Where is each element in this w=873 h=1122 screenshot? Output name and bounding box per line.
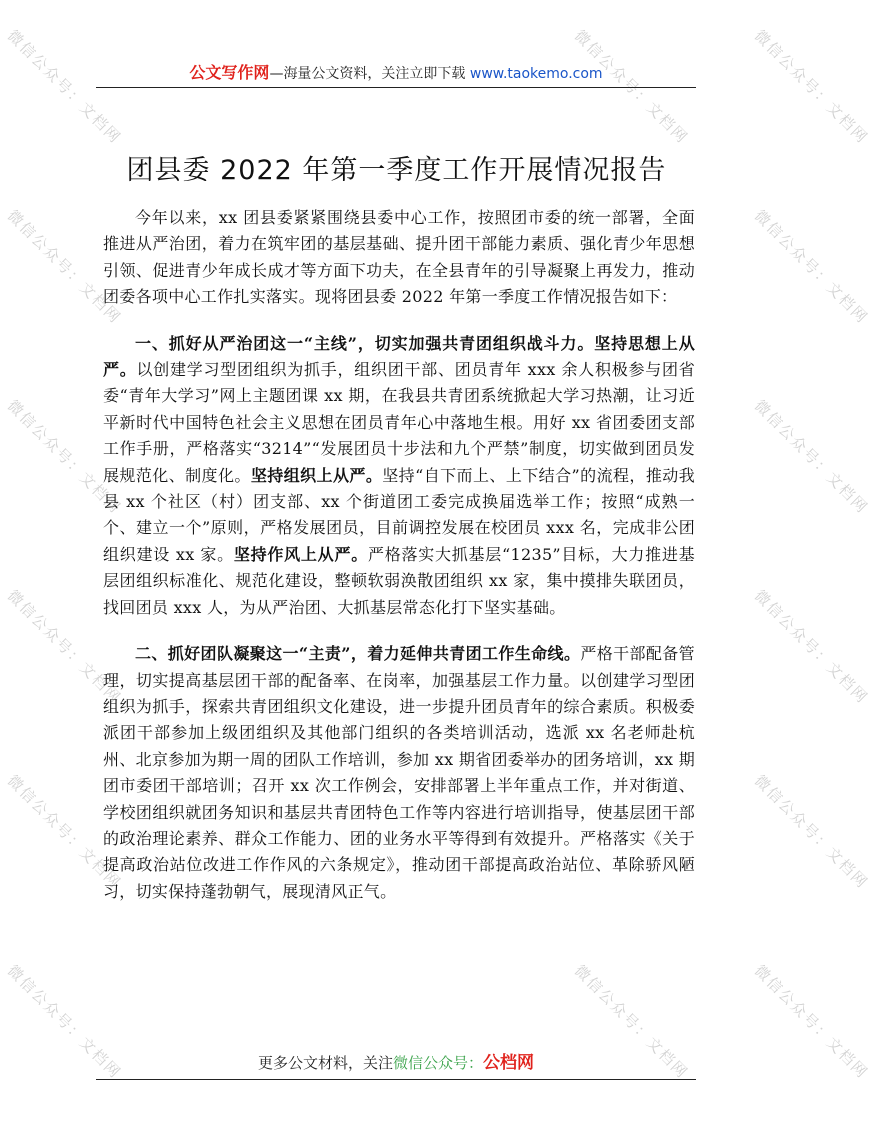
watermark: 微信公众号：文档网 <box>3 771 125 893</box>
section1-subheading-style: 坚持作风上从严。 <box>233 544 368 564</box>
watermark: 微信公众号：文档网 <box>3 396 125 518</box>
section1-paragraph <box>103 331 695 621</box>
watermark: 微信公众号：文档网 <box>750 206 872 328</box>
watermark: 微信公众号：文档网 <box>750 771 872 893</box>
header-slogan: —海量公文资料，关注立即下载 <box>269 66 470 82</box>
watermark: 微信公众号：文档网 <box>570 961 692 1083</box>
watermark: 微信公众号：文档网 <box>3 26 125 148</box>
watermark: 微信公众号：文档网 <box>570 26 692 148</box>
watermark: 微信公众号：文档网 <box>750 961 872 1083</box>
section1-text3: 严格落实大抓基层“1235”目标，大力推进基层团组织标准化、规范化建设，整顿软弱涣散团组织 xx 家，集中摸排失联团员，找回团员 xxx 人，为从严治团、大抓基层常态化打下坚实基础。 <box>103 544 695 617</box>
footer-brand: 公档网 <box>483 1053 535 1073</box>
document-title: 团县委 2022 年第一季度工作开展情况报告 <box>126 155 667 186</box>
watermark: 微信公众号：文档网 <box>3 206 125 328</box>
intro-paragraph: 今年以来，xx 团县委紧紧围绕县委中心工作，按照团市委的统一部署，全面推进从严治团，着力在筑牢团的基层基础、提升团干部能力素质、强化青少年思想引领、促进青少年成长成才等方面下功夫，在全县青年的引导凝聚上再发力，推动团委各项中心工作扎实落实。现将团县委 2022 年第一季度工作情况报告如下： <box>103 208 695 307</box>
section2-heading: 二、抓好团队凝聚这一“主责”，着力延伸共青团工作生命线。 <box>135 644 581 664</box>
section1-text2: 坚持“自下而上、上下结合”的流程，推动我县 xx 个社区（村）团支部、xx 个街道团工委完成换届选举工作；按照“成熟一个、建立一个”原则，严格发展团员，目前调控发展在校团员 xxx 名，完成非公团组织建设 xx 家。 <box>103 465 695 564</box>
watermark: 微信公众号：文档网 <box>750 26 872 148</box>
section1-text1: 以创建学习型团组织为抓手，组织团干部、团员青年 xxx 余人积极参与团省委“青年大学习”网上主题团课 xx 期，在我县共青团系统掀起大学习热潮，让习近平新时代中国特色社会主义思想在团员青年心中落地生根。用好 xx 省团委团支部工作手册，严格落实“3214”“发展团员十步法和九个严禁”制度，切实做到团员发展规范化、制度化。 <box>103 360 695 485</box>
document-body <box>103 205 695 925</box>
watermark: 微信公众号：文档网 <box>750 586 872 708</box>
page-header <box>96 60 696 88</box>
page-footer <box>96 1048 696 1080</box>
section1-subheading-organization: 坚持组织上从严。 <box>250 465 383 485</box>
watermark: 微信公众号：文档网 <box>3 961 125 1083</box>
header-brand: 公文写作网 <box>189 63 270 82</box>
section1-heading: 一、抓好从严治团这一“主线”，切实加强共青团组织战斗力。坚持思想上从严。 <box>103 333 695 380</box>
section2-paragraph <box>103 641 695 905</box>
footer-text: 更多公文材料，关注 <box>257 1054 393 1072</box>
watermark: 微信公众号：文档网 <box>750 396 872 518</box>
header-url-link[interactable]: www.taokemo.com <box>469 66 603 82</box>
footer-wechat: 微信公众号： <box>393 1054 484 1072</box>
watermark: 微信公众号：文档网 <box>3 586 125 708</box>
section2-text: 严格干部配备管理，切实提高基层团干部的配备率、在岗率，加强基层工作力量。以创建学习型团组织为抓手，探索共青团组织文化建设，进一步提升团员青年的综合素质。积极委派团干部参加上级团组织及其他部门组织的各类培训活动，选派 xx 名老师赴杭州、北京参加为期一周的团队工作培训，参加 xx 期省团委举办的团务培训，xx 期团市委团干部培训；召开 xx 次工作例会，安排部署上半年重点工作，并对街道、学校团组织就团务知识和基层共青团特色工作等内容进行培训指导，使基层团干部的政治理论素养、群众工作能力、团的业务水平等得到有效提升。严格落实《关于提高政治站位改进工作作风的六条规定》，推动团干部提高政治站位、革除骄风陋习，切实保持蓬勃朝气，展现清风正气。 <box>103 644 695 901</box>
